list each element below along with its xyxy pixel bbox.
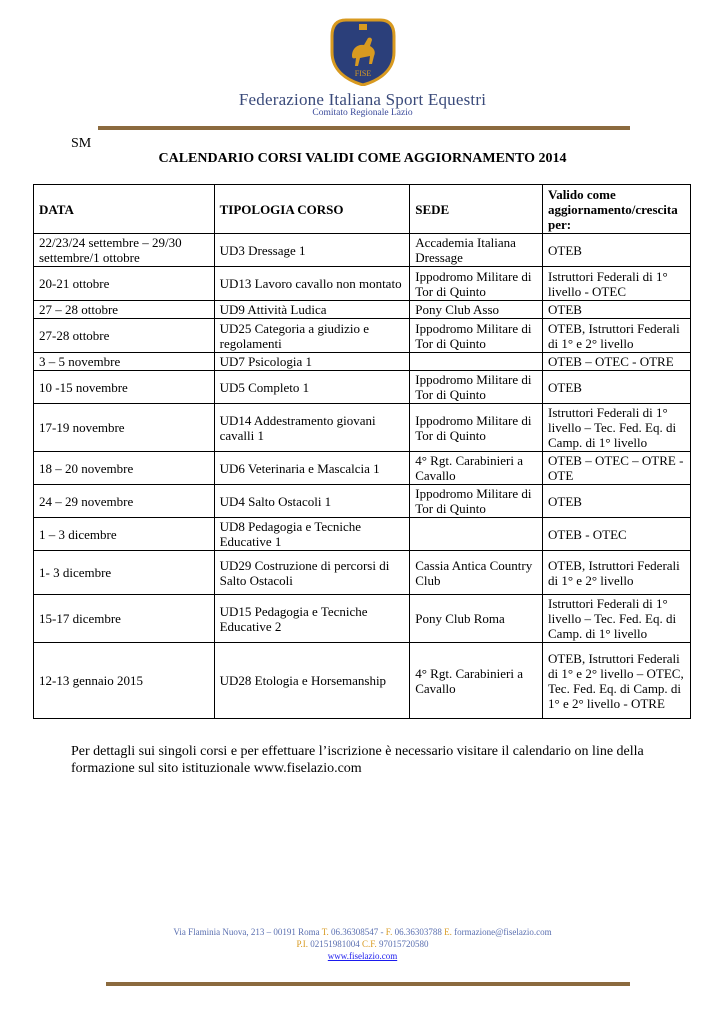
- cell-validity: Istruttori Federali di 1° livello - OTEC: [543, 267, 691, 301]
- table-row: [34, 485, 691, 518]
- footer-phone: 06.36308547 -: [331, 927, 384, 937]
- header-tipologia: TIPOLOGIA CORSO: [214, 185, 410, 234]
- footer-address: Via Flaminia Nuova, 213 – 00191 Roma: [173, 927, 320, 937]
- cell-date: 24 – 29 novembre: [34, 485, 215, 518]
- footer-pi: 02151981004: [310, 939, 360, 949]
- cell-venue: [410, 353, 543, 371]
- cell-course-type: UD5 Completo 1: [214, 371, 410, 404]
- table-row: [34, 452, 691, 485]
- footer: [0, 926, 725, 962]
- cell-date: 18 – 20 novembre: [34, 452, 215, 485]
- header-divider: [98, 126, 630, 130]
- table-row: [34, 301, 691, 319]
- cell-validity: OTEB: [543, 371, 691, 404]
- cell-venue: Ippodromo Militare di Tor di Quinto: [410, 371, 543, 404]
- doc-code: SM: [71, 136, 92, 151]
- footer-fax: 06.36303788: [394, 927, 442, 937]
- table-row: [34, 595, 691, 643]
- cell-course-type: UD28 Etologia e Horsemanship: [214, 643, 410, 719]
- cell-course-type: UD4 Salto Ostacoli 1: [214, 485, 410, 518]
- cell-date: 20-21 ottobre: [34, 267, 215, 301]
- cell-validity: Istruttori Federali di 1° livello – Tec. Fed. Eq. di Camp. di 1° livello: [543, 595, 691, 643]
- header-valido: Valido come aggiornamento/crescita per:: [543, 185, 691, 234]
- cell-venue: Ippodromo Militare di Tor di Quinto: [410, 485, 543, 518]
- footer-website-link[interactable]: www.fiselazio.com: [327, 951, 398, 961]
- table-row: [34, 353, 691, 371]
- org-subtitle: Comitato Regionale Lazio: [312, 108, 413, 118]
- cell-course-type: UD13 Lavoro cavallo non montato: [214, 267, 410, 301]
- cell-course-type: UD3 Dressage 1: [214, 234, 410, 267]
- page-title: CALENDARIO CORSI VALIDI COME AGGIORNAMENTO 2014: [158, 151, 567, 166]
- cell-course-type: UD6 Veterinaria e Mascalcia 1: [214, 452, 410, 485]
- cell-validity: OTEB, Istruttori Federali di 1° e 2° livello: [543, 319, 691, 353]
- cell-course-type: UD7 Psicologia 1: [214, 353, 410, 371]
- cell-validity: OTEB - OTEC: [543, 518, 691, 551]
- cell-venue: Pony Club Roma: [410, 595, 543, 643]
- cell-course-type: UD14 Addestramento giovani cavalli 1: [214, 404, 410, 452]
- cell-validity: OTEB: [543, 301, 691, 319]
- cell-validity: OTEB, Istruttori Federali di 1° e 2° livello: [543, 551, 691, 595]
- table-row: [34, 404, 691, 452]
- cell-venue: Cassia Antica Country Club: [410, 551, 543, 595]
- cell-date: 10 -15 novembre: [34, 371, 215, 404]
- cell-course-type: UD8 Pedagogia e Tecniche Educative 1: [214, 518, 410, 551]
- table-row: [34, 319, 691, 353]
- cell-date: 12-13 gennaio 2015: [34, 643, 215, 719]
- cell-date: 27 – 28 ottobre: [34, 301, 215, 319]
- table-header-row: [34, 185, 691, 234]
- table-row: [34, 551, 691, 595]
- cell-validity: OTEB – OTEC - OTRE: [543, 353, 691, 371]
- table-row: [34, 518, 691, 551]
- cell-venue: Ippodromo Militare di Tor di Quinto: [410, 319, 543, 353]
- cell-validity: OTEB – OTEC – OTRE - OTE: [543, 452, 691, 485]
- cell-venue: 4° Rgt. Carabinieri a Cavallo: [410, 452, 543, 485]
- cell-date: 1 – 3 dicembre: [34, 518, 215, 551]
- cell-venue: Ippodromo Militare di Tor di Quinto: [410, 267, 543, 301]
- cell-course-type: UD29 Costruzione di percorsi di Salto Ostacoli: [214, 551, 410, 595]
- cell-date: 15-17 dicembre: [34, 595, 215, 643]
- footer-divider: [106, 982, 630, 986]
- org-name: Federazione Italiana Sport Equestri: [238, 90, 487, 109]
- logo-text: FISE: [354, 69, 372, 78]
- table-row: [34, 267, 691, 301]
- cell-date: 22/23/24 settembre – 29/30 settembre/1 ottobre: [34, 234, 215, 267]
- cell-date: 3 – 5 novembre: [34, 353, 215, 371]
- footer-email[interactable]: formazione@fiselazio.com: [454, 927, 552, 937]
- footer-cf: 97015720580: [379, 939, 429, 949]
- header-data: DATA: [34, 185, 215, 234]
- info-note: Per dettagli sui singoli corsi e per effettuare l’iscrizione è necessario visitare il calendario on line della formazione sul sito istituzionale www.fiselazio.com: [71, 744, 644, 776]
- footer-t-label: T.: [321, 927, 329, 937]
- course-calendar-table: [33, 184, 691, 719]
- footer-cf-label: C.F.: [361, 939, 377, 949]
- cell-venue: 4° Rgt. Carabinieri a Cavallo: [410, 643, 543, 719]
- table-row: [34, 234, 691, 267]
- footer-pi-label: P.I.: [296, 939, 308, 949]
- cell-validity: OTEB, Istruttori Federali di 1° e 2° livello – OTEC, Tec. Fed. Eq. di Camp. di 1° e 2° livello - OTRE: [543, 643, 691, 719]
- footer-e-label: E.: [444, 927, 452, 937]
- cell-venue: [410, 518, 543, 551]
- cell-venue: Ippodromo Militare di Tor di Quinto: [410, 404, 543, 452]
- cell-course-type: UD15 Pedagogia e Tecniche Educative 2: [214, 595, 410, 643]
- cell-venue: Accademia Italiana Dressage: [410, 234, 543, 267]
- cell-validity: OTEB: [543, 485, 691, 518]
- cell-course-type: UD9 Attività Ludica: [214, 301, 410, 319]
- cell-validity: Istruttori Federali di 1° livello – Tec. Fed. Eq. di Camp. di 1° livello: [543, 404, 691, 452]
- table-row: [34, 643, 691, 719]
- cell-date: 17-19 novembre: [34, 404, 215, 452]
- header-sede: SEDE: [410, 185, 543, 234]
- fise-logo: [326, 18, 400, 86]
- cell-validity: OTEB: [543, 234, 691, 267]
- cell-date: 27-28 ottobre: [34, 319, 215, 353]
- table-row: [34, 371, 691, 404]
- cell-date: 1- 3 dicembre: [34, 551, 215, 595]
- footer-f-label: F.: [385, 927, 393, 937]
- cell-venue: Pony Club Asso: [410, 301, 543, 319]
- cell-course-type: UD25 Categoria a giudizio e regolamenti: [214, 319, 410, 353]
